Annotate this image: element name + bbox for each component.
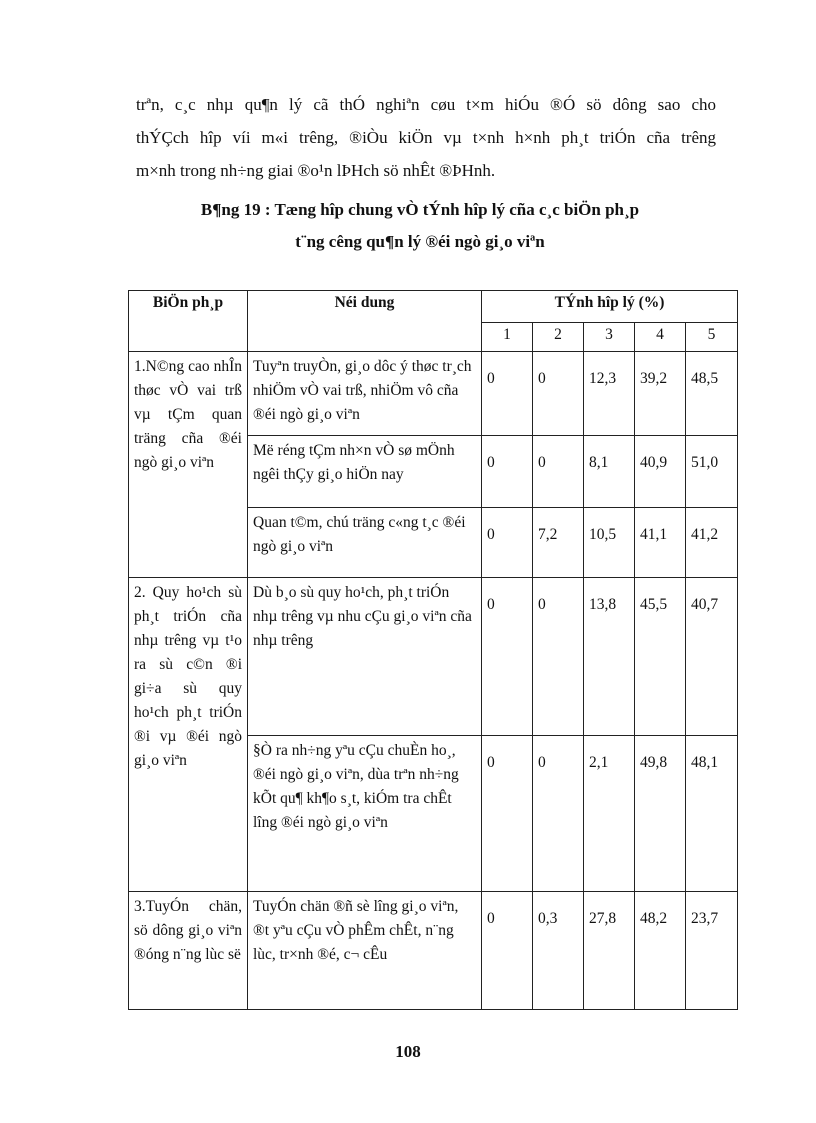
value-cell: 10,5: [584, 508, 635, 578]
header-content: Néi dung: [248, 291, 482, 352]
value-cell: 41,2: [686, 508, 738, 578]
paragraph-line: m×nh trong nh÷ng giai ®o¹n lÞHch sö nhÊt ®ÞHnh.: [136, 161, 496, 180]
content-cell: §Ò ra nh÷ng yªu cÇu chuÈn ho¸, ®éi ngò gi¸o viªn, dùa trªn nh÷ng kÕt qu¶ kh¶o s¸t, kiÓm tra chÊt lîng ®éi ngò gi¸o viªn: [248, 736, 482, 892]
content-cell: Tuyªn truyÒn, gi¸o dôc ý thøc tr¸ch nhiÖm vÒ vai trß, nhiÖm vô cña ®éi ngò gi¸o viªn: [248, 352, 482, 436]
value-cell: 0: [482, 736, 533, 892]
value-cell: 0: [482, 436, 533, 508]
header-level: 5: [686, 323, 738, 352]
value-cell: 12,3: [584, 352, 635, 436]
value-cell: 13,8: [584, 578, 635, 736]
table-row: [129, 352, 738, 436]
table-header-row: [129, 291, 738, 323]
content-cell: Quan t©m, chú träng c«ng t¸c ®éi ngò gi¸o viªn: [248, 508, 482, 578]
solution-cell: 2. Quy ho¹ch sù ph¸t triÓn cña nhµ trêng vµ t¹o ra sù c©n ®i gi÷a sù quy ho¹ch ph¸t triÓn ®i vµ ®éi ngò gi¸o viªn: [129, 578, 248, 892]
value-cell: 0: [533, 578, 584, 736]
header-level: 1: [482, 323, 533, 352]
value-cell: 27,8: [584, 892, 635, 1010]
value-cell: 51,0: [686, 436, 738, 508]
content-cell: TuyÓn chän ®ñ sè lîng gi¸o viªn, ®t yªu cÇu vÒ phÊm chÊt, n¨ng lùc, tr×nh ®é, c¬ cÊu: [248, 892, 482, 1010]
page-number: 108: [395, 1042, 421, 1061]
value-cell: 0: [533, 352, 584, 436]
value-cell: 40,7: [686, 578, 738, 736]
body-paragraph: [136, 88, 716, 187]
value-cell: 48,1: [686, 736, 738, 892]
value-cell: 0: [482, 578, 533, 736]
value-cell: 0: [482, 508, 533, 578]
table-caption-line-1: B¶ng 19 : Tæng hîp chung vÒ tÝnh hîp lý cña c¸c biÖn ph¸p: [200, 200, 640, 219]
paragraph-line: thÝÇch hîp víi m«i trêng, ®iÒu kiÖn vµ t×nh h×nh ph¸t triÓn cña trêng: [136, 128, 716, 147]
value-cell: 40,9: [635, 436, 686, 508]
table-row: [129, 892, 738, 1010]
header-level: 4: [635, 323, 686, 352]
value-cell: 49,8: [635, 736, 686, 892]
content-cell: Dù b¸o sù quy ho¹ch, ph¸t triÓn nhµ trêng vµ nhu cÇu gi¸o viªn cña nhµ trêng: [248, 578, 482, 736]
value-cell: 39,2: [635, 352, 686, 436]
header-level: 2: [533, 323, 584, 352]
table-caption-line-2: t¨ng cêng qu¶n lý ®éi ngò gi¸o viªn: [295, 232, 545, 251]
value-cell: 2,1: [584, 736, 635, 892]
value-cell: 8,1: [584, 436, 635, 508]
value-cell: 0: [533, 736, 584, 892]
data-table: [128, 290, 738, 1010]
paragraph-line: trªn, c¸c nhµ qu¶n lý cã thÓ nghiªn cøu t×m hiÓu ®Ó sö dông sao cho: [136, 95, 716, 114]
value-cell: 0: [482, 892, 533, 1010]
value-cell: 45,5: [635, 578, 686, 736]
table-row: [129, 578, 738, 736]
header-rating: TÝnh hîp lý (%): [482, 291, 738, 323]
value-cell: 0: [533, 436, 584, 508]
value-cell: 48,5: [686, 352, 738, 436]
value-cell: 0,3: [533, 892, 584, 1010]
header-solution: BiÖn ph¸p: [129, 291, 248, 352]
value-cell: 0: [482, 352, 533, 436]
value-cell: 23,7: [686, 892, 738, 1010]
value-cell: 7,2: [533, 508, 584, 578]
value-cell: 41,1: [635, 508, 686, 578]
solution-cell: 1.N©ng cao nhÎn thøc vÒ vai trß vµ tÇm quan träng cña ®éi ngò gi¸o viªn: [129, 352, 248, 578]
header-level: 3: [584, 323, 635, 352]
solution-cell: 3.TuyÓn chän, sö dông gi¸o viªn ®óng n¨ng lùc së: [129, 892, 248, 1010]
content-cell: Më réng tÇm nh×n vÒ sø mÖnh ngêi thÇy gi¸o hiÖn nay: [248, 436, 482, 508]
value-cell: 48,2: [635, 892, 686, 1010]
